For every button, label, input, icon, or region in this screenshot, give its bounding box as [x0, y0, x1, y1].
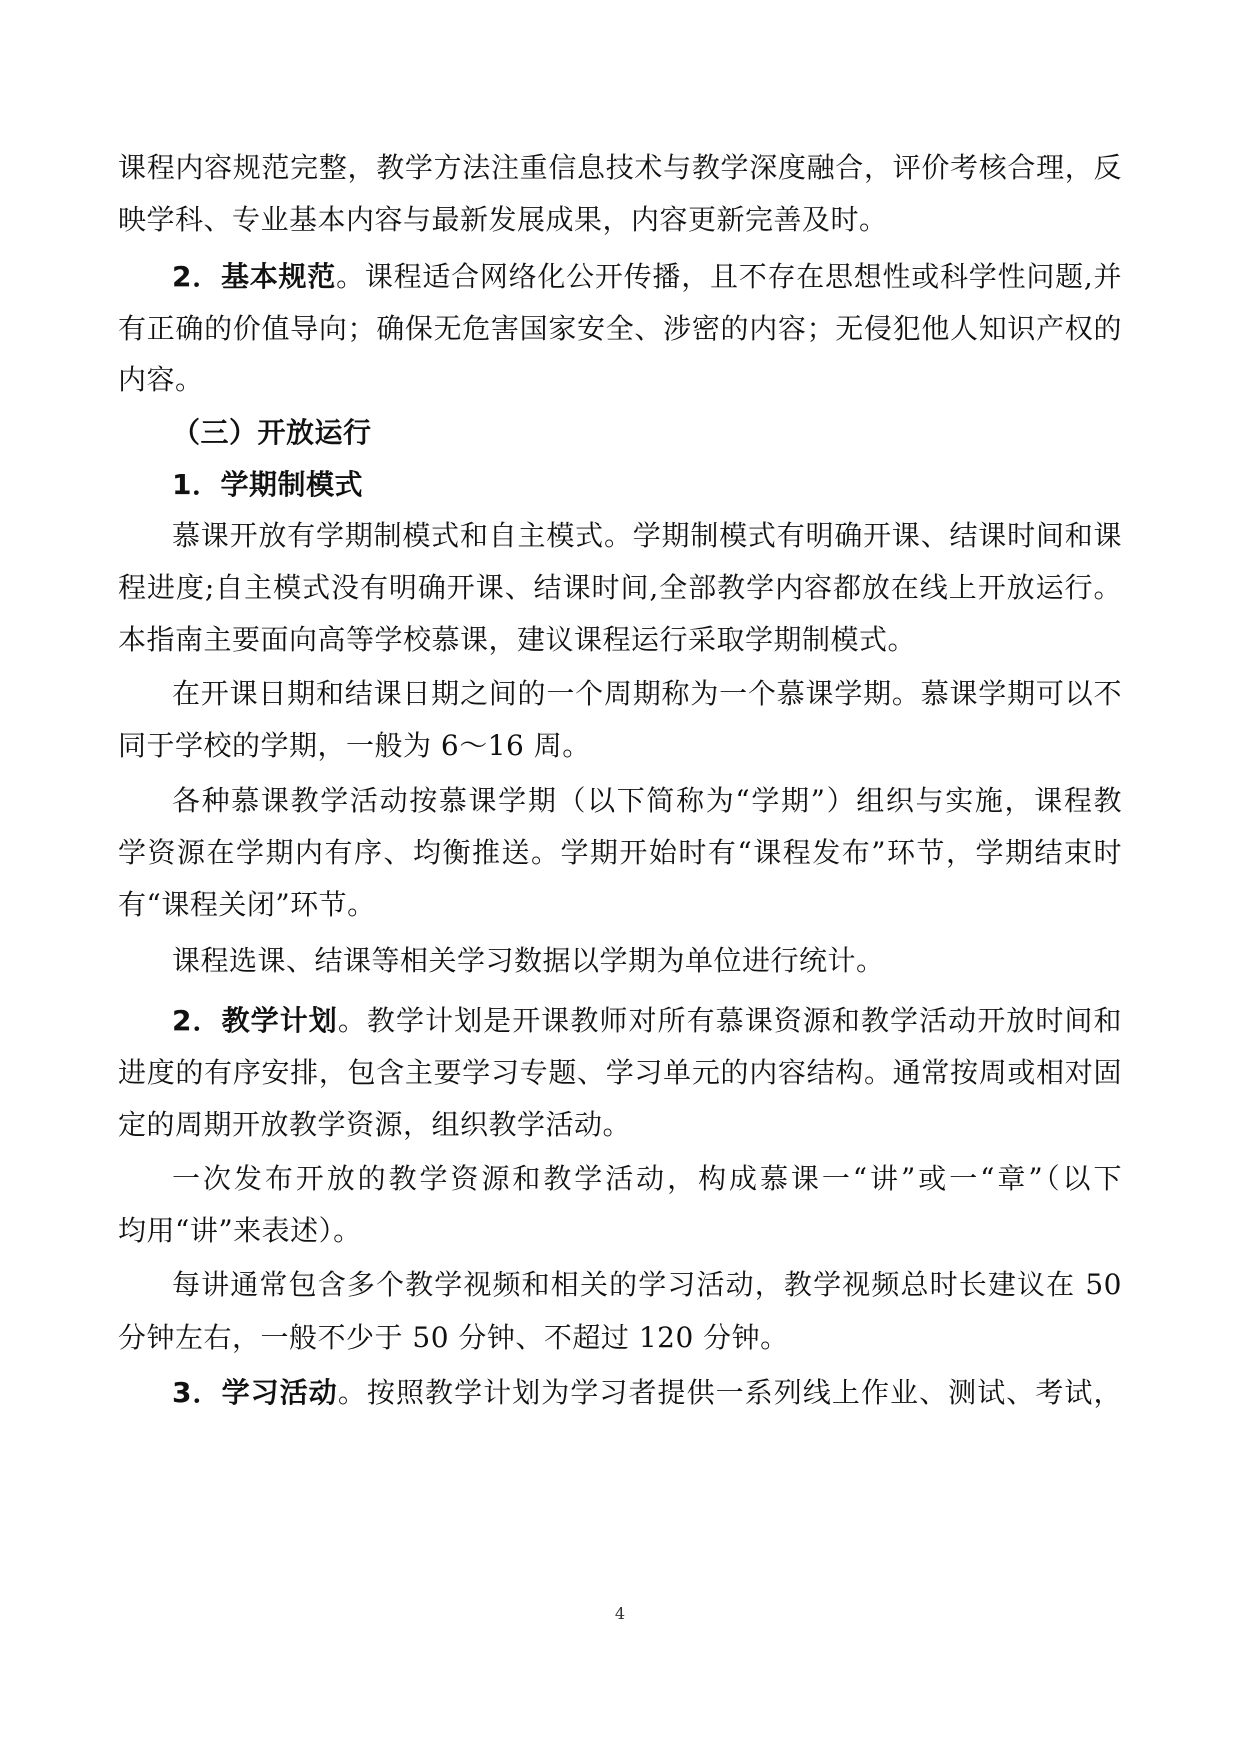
paragraph-line: 本指南主要面向高等学校慕课，建议课程运行采取学期制模式。	[118, 623, 917, 656]
inline-heading: 3．学习活动	[172, 1376, 338, 1409]
paragraph-line	[172, 1373, 1122, 1413]
paragraph-line: 同于学校的学期，一般为 6～16 周。	[118, 729, 591, 762]
inline-heading: 2．基本规范	[172, 260, 337, 293]
section-heading: （三）开放运行	[172, 416, 372, 449]
paragraph-line: 各种慕课教学活动按慕课学期（以下简称为“学期”）组织与实施，课程教	[172, 784, 1122, 817]
paragraph-text: 。按照教学计划为学习者提供一系列线上作业、测试、考试，	[337, 1376, 1122, 1409]
paragraph-line: 学资源在学期内有序、均衡推送。学期开始时有“课程发布”环节，学期结束时	[118, 836, 1122, 869]
paragraph-line: 慕课开放有学期制模式和自主模式。学期制模式有明确开课、结课时间和课	[172, 519, 1122, 552]
subsection-heading: 1．学期制模式	[172, 468, 363, 501]
paragraph-line: 一次发布开放的教学资源和教学活动，构成慕课一“讲”或一“章”（以下	[172, 1162, 1122, 1195]
paragraph-text: 。课程适合网络化公开传播，且不存在思想性或科学性问题,并	[336, 260, 1123, 293]
paragraph-line	[172, 257, 1122, 297]
paragraph-line: 均用“讲”来表述）。	[118, 1214, 362, 1247]
paragraph-line: 定的周期开放教学资源，组织教学活动。	[118, 1108, 632, 1141]
paragraph-line: 有“课程关闭”环节。	[118, 888, 376, 921]
paragraph-line: 程进度;自主模式没有明确开课、结课时间,全部教学内容都放在线上开放运行。	[118, 571, 1122, 604]
inline-heading: 2．教学计划	[172, 1004, 338, 1037]
paragraph-line: 分钟左右，一般不少于 50 分钟、不超过 120 分钟。	[118, 1321, 789, 1354]
paragraph-text: 。教学计划是开课教师对所有慕课资源和教学活动开放时间和	[337, 1004, 1122, 1037]
paragraph-line	[172, 1001, 1122, 1041]
paragraph-line: 内容。	[118, 363, 204, 396]
page-number: 4	[614, 1604, 626, 1623]
paragraph-line: 在开课日期和结课日期之间的一个周期称为一个慕课学期。慕课学期可以不	[172, 677, 1122, 710]
paragraph-line: 进度的有序安排，包含主要学习专题、学习单元的内容结构。通常按周或相对固	[118, 1056, 1122, 1089]
paragraph-line: 课程选课、结课等相关学习数据以学期为单位进行统计。	[172, 944, 885, 977]
paragraph-line: 映学科、专业基本内容与最新发展成果，内容更新完善及时。	[118, 203, 888, 236]
paragraph-line: 课程内容规范完整，教学方法注重信息技术与教学深度融合，评价考核合理，反	[118, 151, 1122, 184]
paragraph-line: 每讲通常包含多个教学视频和相关的学习活动，教学视频总时长建议在 50	[172, 1268, 1122, 1301]
paragraph-line: 有正确的价值导向；确保无危害国家安全、涉密的内容；无侵犯他人知识产权的	[118, 312, 1122, 345]
